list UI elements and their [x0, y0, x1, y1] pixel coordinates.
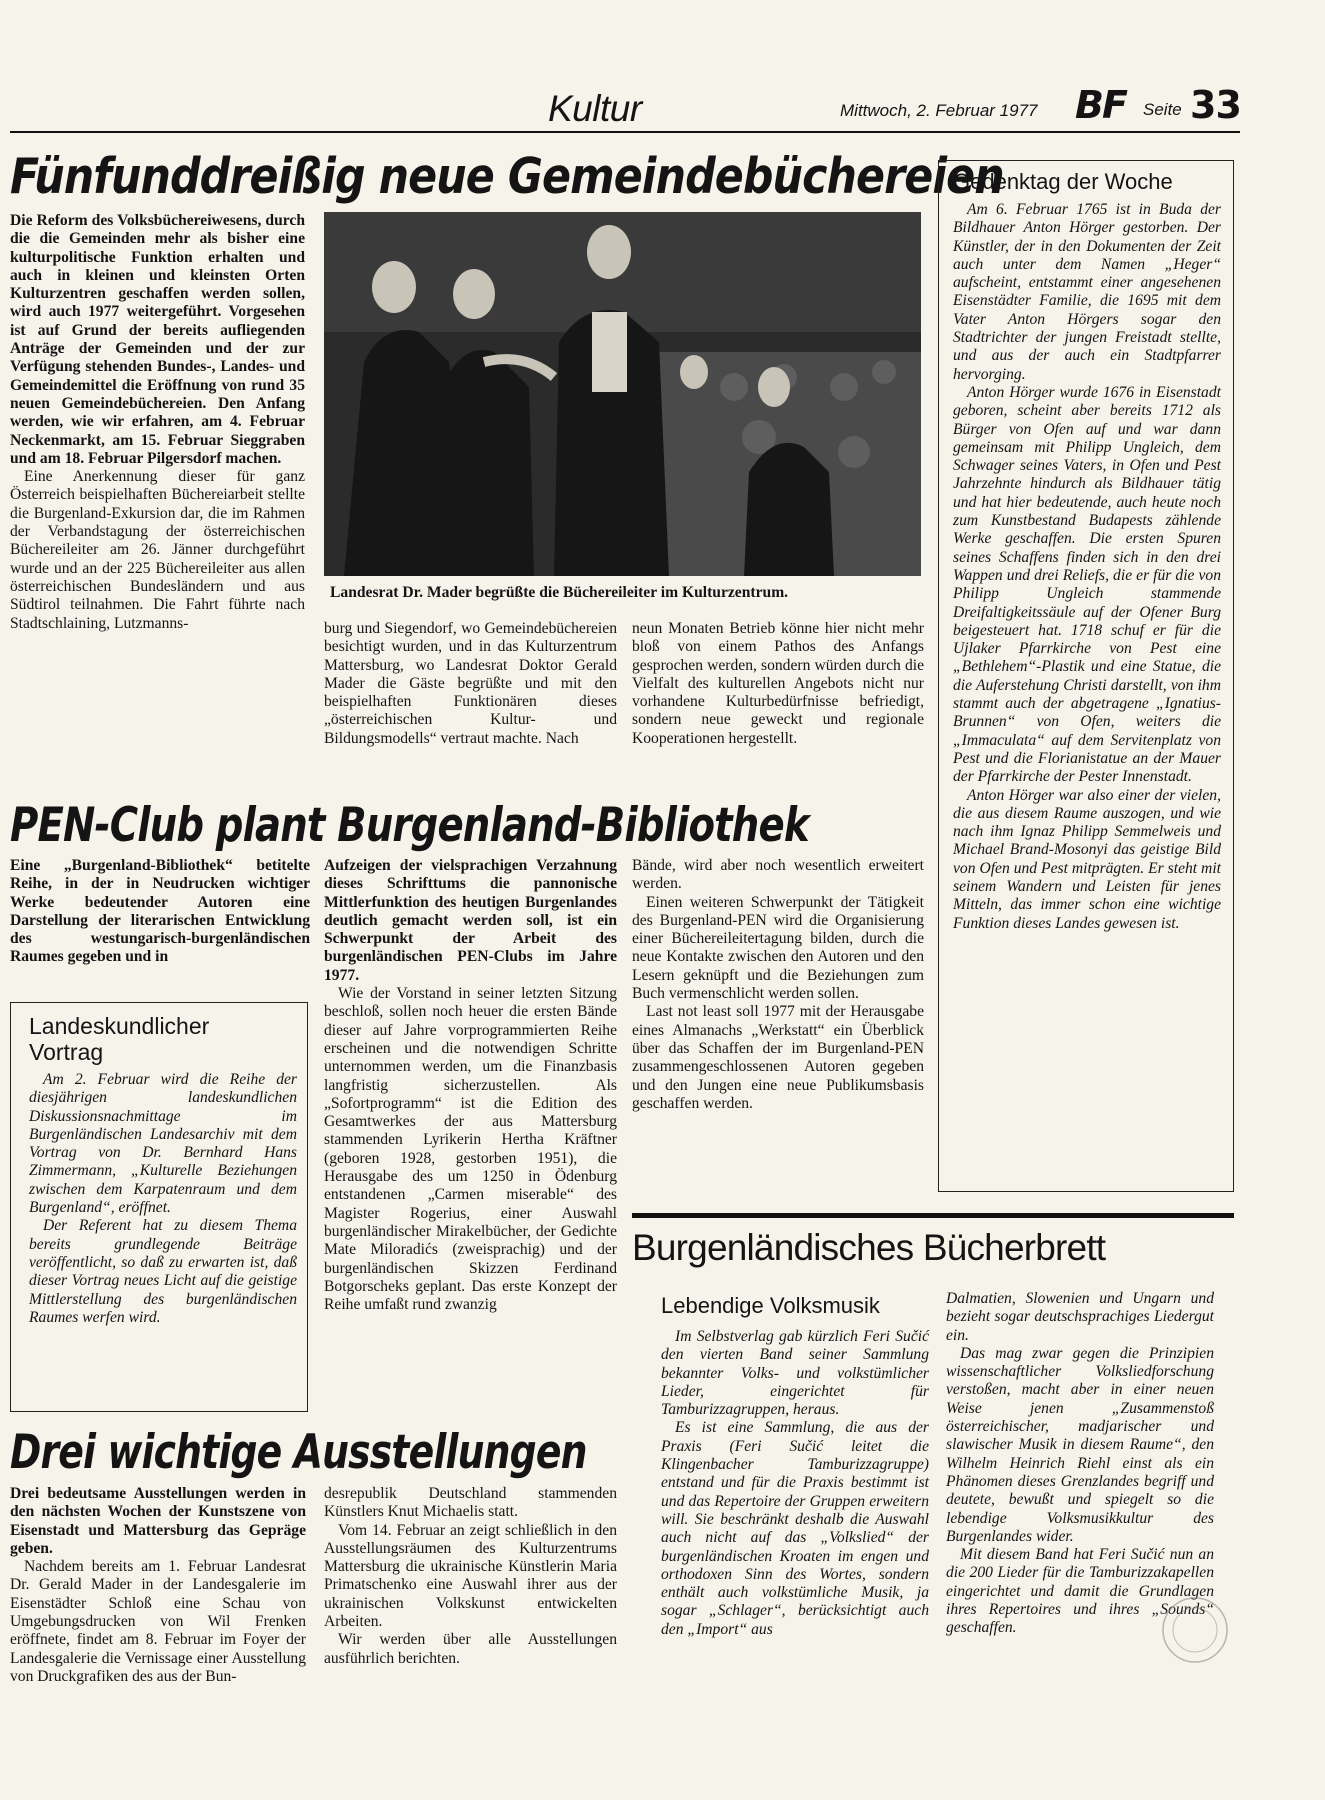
article2-body-a: Wie der Vorstand in seiner letzten Sitzung beschloß, sollen noch heuer die ersten Bände dieser auf Jahre vorprogrammierten Reihe erscheinen und die notwendigen Schritte unternommen werden, um die Finanzbasis langfristig sicherzustellen. Als „Sofortprogramm“ ist die Edition des Gesamtwerkes der aus Mattersburg stammenden Lyrikerin Hertha Kräftner (geboren 1928, gestorben 1951), die Herausgabe des um 1250 in Ödenburg entstandenen „Carmen miserable“ des Magister Rogerius, einer Auswahl burgenländischer Mirakelbücher, der Gedichte Mate Miloradićs (zweisprachig) und der burgenländischen Skizzen Ferdinand Botgorscheks geplant. Das erste Konzept der Reihe umfaßt rund zwanzig: [324, 985, 617, 1314]
article2-lead-a: Eine „Burgenland-Bibliothek“ betitelte Reihe, in der in Neudrucken wichtiger Werke bedeutender Autoren eine Darstellung der literarischen Entwicklung des westungarisch-burgenländischen Raumes gegeben und in: [10, 857, 310, 966]
bookshelf-top-rule: [632, 1213, 1234, 1218]
issue-date: Mittwoch, 2. Februar 1977: [840, 101, 1038, 120]
lecture-p1: Am 2. Februar wird die Reihe der diesjährigen landeskundlichen Diskussionsnachmittage im Burgenländischen Landesarchiv mit dem Vortrag von Dr. Bernhard Hans Zimmermann, „Kulturelle Beziehungen zwischen dem Karpatenraum und dem Burgenland“, eröffnet.: [29, 1071, 297, 1217]
lecture-p2: Der Referent hat zu diesem Thema bereits grundlegende Beiträge veröffentlicht, so daß zu erwarten ist, daß dieser Vortrag neues Licht auf die geistige Mittlerstellung des burgenländischen Raumes werfen wird.: [29, 1217, 297, 1326]
article3-body-3: Vom 14. Februar an zeigt schließlich in den Ausstellungsräumen des Kulturzentrums Mattersburg die ukrainische Künstlerin Maria Primatschenko eine Auswahl ihrer aus der ukrainischen Volkskunst entwickelten Arbeiten.: [324, 1521, 617, 1631]
masthead: [10, 78, 1240, 134]
article2-lead-b: Aufzeigen der vielsprachigen Verzahnung dieses Schrifttums die pannonische Mittlerfunktion des heutigen Burgenlandes deutlich gemacht werden soll, ist ein Schwerpunkt der Arbeit des burgenländischen PEN-Clubs im Jahre 1977.: [324, 857, 617, 984]
article1-body-2: burg und Siegendorf, wo Gemeindebüchereien besichtigt wurden, und in das Kulturzentrum Mattersburg, wo Landesrat Doktor Gerald Mader die Gäste begrüßte und mit den beispielhaften Funktionären dieses „österreichischen Kultur- und Bildungsmodells“ vertraut machte. Nach: [324, 620, 617, 747]
article2-column-2: [324, 857, 617, 1314]
article3-body-2: desrepublik Deutschland stammenden Künstlers Knut Michaelis statt.: [324, 1485, 617, 1521]
article3-lead: Drei bedeutsame Ausstellungen werden in den nächsten Wochen der Kunstszene von Eisenstadt und Mattersburg das Gepräge geben.: [10, 1485, 306, 1557]
memorial-day-p2: Anton Hörger wurde 1676 in Eisenstadt geboren, scheint aber bereits 1712 als Bürger von Ofen auf und war dann gemeinsam mit Philipp Ungleich, dem Schwager seines Vaters, in Ofen und Pest Jahrzehnte hindurch als Bildhauer tätig und hat hier bedeutende, auch heute noch zum Kunstbestand Budapests zählende Werke geschaffen. Die ersten Spuren seines Schaffens finden sich in den drei Wappen und drei Reliefs, die er für die von Philipp Ungleich stammende Dreifaltigkeitssäule auf der Ofener Burg beigesteuert hat. 1718 schuf er für die Ujlaker Pfarrkirche von Pest eine „Bethlehem“-Plastik und eine Statue, die die Auferstehung Christi darstellt, von ihm stammt auch der abgetragene „Ignatius-Brunnen“ von Ofen, weiters die „Immaculata“ auf dem Servitenplatz von Pest und die Florianistatue an der Mauer der Pfarrkirche der Pester Innenstadt.: [953, 383, 1221, 786]
article3-column-1: [10, 1485, 306, 1686]
article1-column-3: [632, 620, 924, 748]
article3-body-4: Wir werden über alle Ausstellungen ausführlich berichten.: [324, 1631, 617, 1667]
article2-column-3: [632, 857, 924, 1113]
bookshelf-p3: Dalmatien, Slowenien und Ungarn und bezieht sogar deutschsprachiges Liedergut ein.: [946, 1290, 1214, 1344]
article3-headline: Drei wichtige Ausstellungen: [10, 1424, 587, 1480]
bookshelf-subtitle: Lebendige Volksmusik: [661, 1293, 880, 1318]
article1-lead: Die Reform des Volksbüchereiwesens, durch die die Gemeinden mehr als bisher eine kulturpolitische Funktion erhalten und auch in kleinen und kleinsten Orten Kulturzentren geschaffen werden sollen, wird auch 1977 weitergeführt. Vorgesehen ist auf Grund der bereits aufliegenden Anträge der Gemeinden und der zur Verfügung stehenden Bundes-, Landes- und Gemeindemittel die Eröffnung von rund 35 neuen Gemeindebüchereien. Den Anfang werden, wie wir erfahren, am 4. Februar Neckenmarkt, am 15. Februar Sieggraben und am 18. Februar Pilgersdorf machen.: [10, 212, 305, 467]
article3-column-2: [324, 1485, 617, 1668]
bookshelf-p5: Mit diesem Band hat Feri Sučić nun an die 200 Lieder für die Tamburizzakapellen eingerichtet und damit die Grundlagen ihres Repertoires und ihres „Sounds“ geschaffen.: [946, 1546, 1214, 1637]
memorial-day-p1: Am 6. Februar 1765 ist in Buda der Bildhauer Anton Hörger gestorben. Der Künstler, der in den Dokumenten der Zeit auch unter dem Namen „Heger“ aufscheint, entstammt einer angesehenen Eisenstädter Familie, die 1695 mit dem Vater Anton Hörgers sogar den Stadtrichter der jungen Freistadt stellte, und aus der auch ein Stadtpfarrer hervorging.: [953, 201, 1221, 383]
article1-headline: Fünfunddreißig neue Gemeindebüchereien: [10, 148, 1004, 206]
header-rule: [10, 131, 1240, 133]
photo-caption: Landesrat Dr. Mader begrüßte die Büchereileiter im Kulturzentrum.: [330, 584, 789, 601]
article2-headline: PEN-Club plant Burgenland-Bibliothek: [10, 797, 809, 853]
memorial-day-box: [938, 160, 1234, 1192]
archive-stamp: [1160, 1595, 1230, 1665]
article1-body-3: neun Monaten Betrieb könne hier nicht mehr bloß von einem Pathos des Anfangs gesprochen werden, sondern würden durch die Vielfalt des kulturellen Angebots nicht nur vorhandene Kulturbedürfnisse befriedigt, sondern neue geweckt und regionale Kooperationen hergestellt.: [632, 620, 924, 747]
section-title: Kultur: [548, 88, 642, 129]
page-label: Seite: [1143, 100, 1182, 119]
article3-body-1: Nachdem bereits am 1. Februar Landesrat Dr. Gerald Mader in der Landesgalerie im Eisenstädter Schloß eine Schau von Umgebungsdrucken von Wil Frenken eröffnete, findet am 8. Februar im Foyer der Landesgalerie die Vernissage einer Ausstellung von Druckgrafiken des aus der Bun-: [10, 1558, 306, 1685]
bookshelf-headline: Burgenländisches Bücherbrett: [632, 1227, 1106, 1268]
article1-column-2: [324, 620, 617, 748]
bookshelf-p2: Es ist eine Sammlung, die aus der Praxis (Feri Sučić leitet die Klingenbacher Tamburizzagruppe) entstand und für die Praxis bestimmt ist und das Repertoire der Gruppen erweitern will. Sie beschränkt deshalb die Auswahl auch nicht auf das „Volkslied“ der burgenländischen Kroaten im engen und orthodoxen Sinn des Wortes, sondern enthält auch volkstümliche Musik, ja sogar „Schlager“, berücksichtigt auch den „Import“ aus: [661, 1419, 929, 1638]
newspaper-logo: BF: [1075, 83, 1126, 127]
bookshelf-column-2: [946, 1290, 1214, 1638]
memorial-day-title: Gedenktag der Woche: [953, 169, 1173, 194]
memorial-day-p3: Anton Hörger war also einer der vielen, die aus diesem Raume auszogen, und wie nach ihm Ignaz Philipp Semmelweis und Michael Brand-Mosonyi das geistige Bild von Ofen und Pest mitprägten. Er steht mit seinem Wandern und Leisten für jenes Mitteln, das immer schon eine wichtige Funktion dieses Landes gewesen ist.: [953, 786, 1221, 932]
article2-body-b1: Bände, wird aber noch wesentlich erweitert werden.: [632, 857, 924, 893]
lecture-box: [10, 1002, 308, 1412]
page-number: 33: [1190, 83, 1241, 127]
memorial-day-text: [953, 201, 1221, 933]
bookshelf-column-1: [661, 1328, 929, 1639]
article1-body-1: Eine Anerkennung dieser für ganz Österreich beispielhaften Büchereiarbeit stellte die Burgenland-Exkursion dar, die im Rahmen der Verbandstagung der österreichischen Büchereileiter am 26. Jänner durchgeführt wurde und an der 225 Büchereileiter aus allen österreichischen Bundesländern und aus Südtirol teilnahmen. Die Fahrt führte nach Stadtschlaining, Lutzmanns-: [10, 468, 305, 632]
lecture-title: Landeskundlicher Vortrag: [29, 1013, 210, 1065]
bookshelf-p4: Das mag zwar gegen die Prinzipien wissenschaftlicher Volksliedforschung verstoßen, macht aber in einer neuen Weise jenen „Zusammenstoß österreichischer, madjarischer und slawischer Musik in diesem Raume“, den Wilhelm Heinrich Riehl einst als ein Phänomen dieses Grenzlandes begriff und deutete, bewußt und spiegelt so die lebendige Volksmusikkultur des Burgenlandes wider.: [946, 1344, 1214, 1545]
article1-lead-column: [10, 212, 305, 633]
article2-body-b2: Einen weiteren Schwerpunkt der Tätigkeit des Burgenland-PEN wird die Organisierung einer Büchereileitertagung bilden, durch die neue Kontakte zwischen den Autoren und den Lesern geknüpft und die Beziehungen zum Buch vermenschlicht werden sollen.: [632, 893, 924, 1003]
news-photo: [324, 212, 921, 576]
article2-column-1: [10, 857, 310, 967]
article2-body-b3: Last not least soll 1977 mit der Herausgabe eines Almanachs „Werkstatt“ ein Überblick über das Schaffen der im Burgenland-PEN zusammengeschlossenen Autoren gegeben und den Jungen eine neue Publikumsbasis geschaffen werden.: [632, 1003, 924, 1112]
lecture-text: [29, 1071, 297, 1327]
bookshelf-p1: Im Selbstverlag gab kürzlich Feri Sučić den vierten Band seiner Sammlung bekannter Volks- und volkstümlicher Lieder, eingerichtet für Tamburizzagruppen, heraus.: [661, 1328, 929, 1419]
